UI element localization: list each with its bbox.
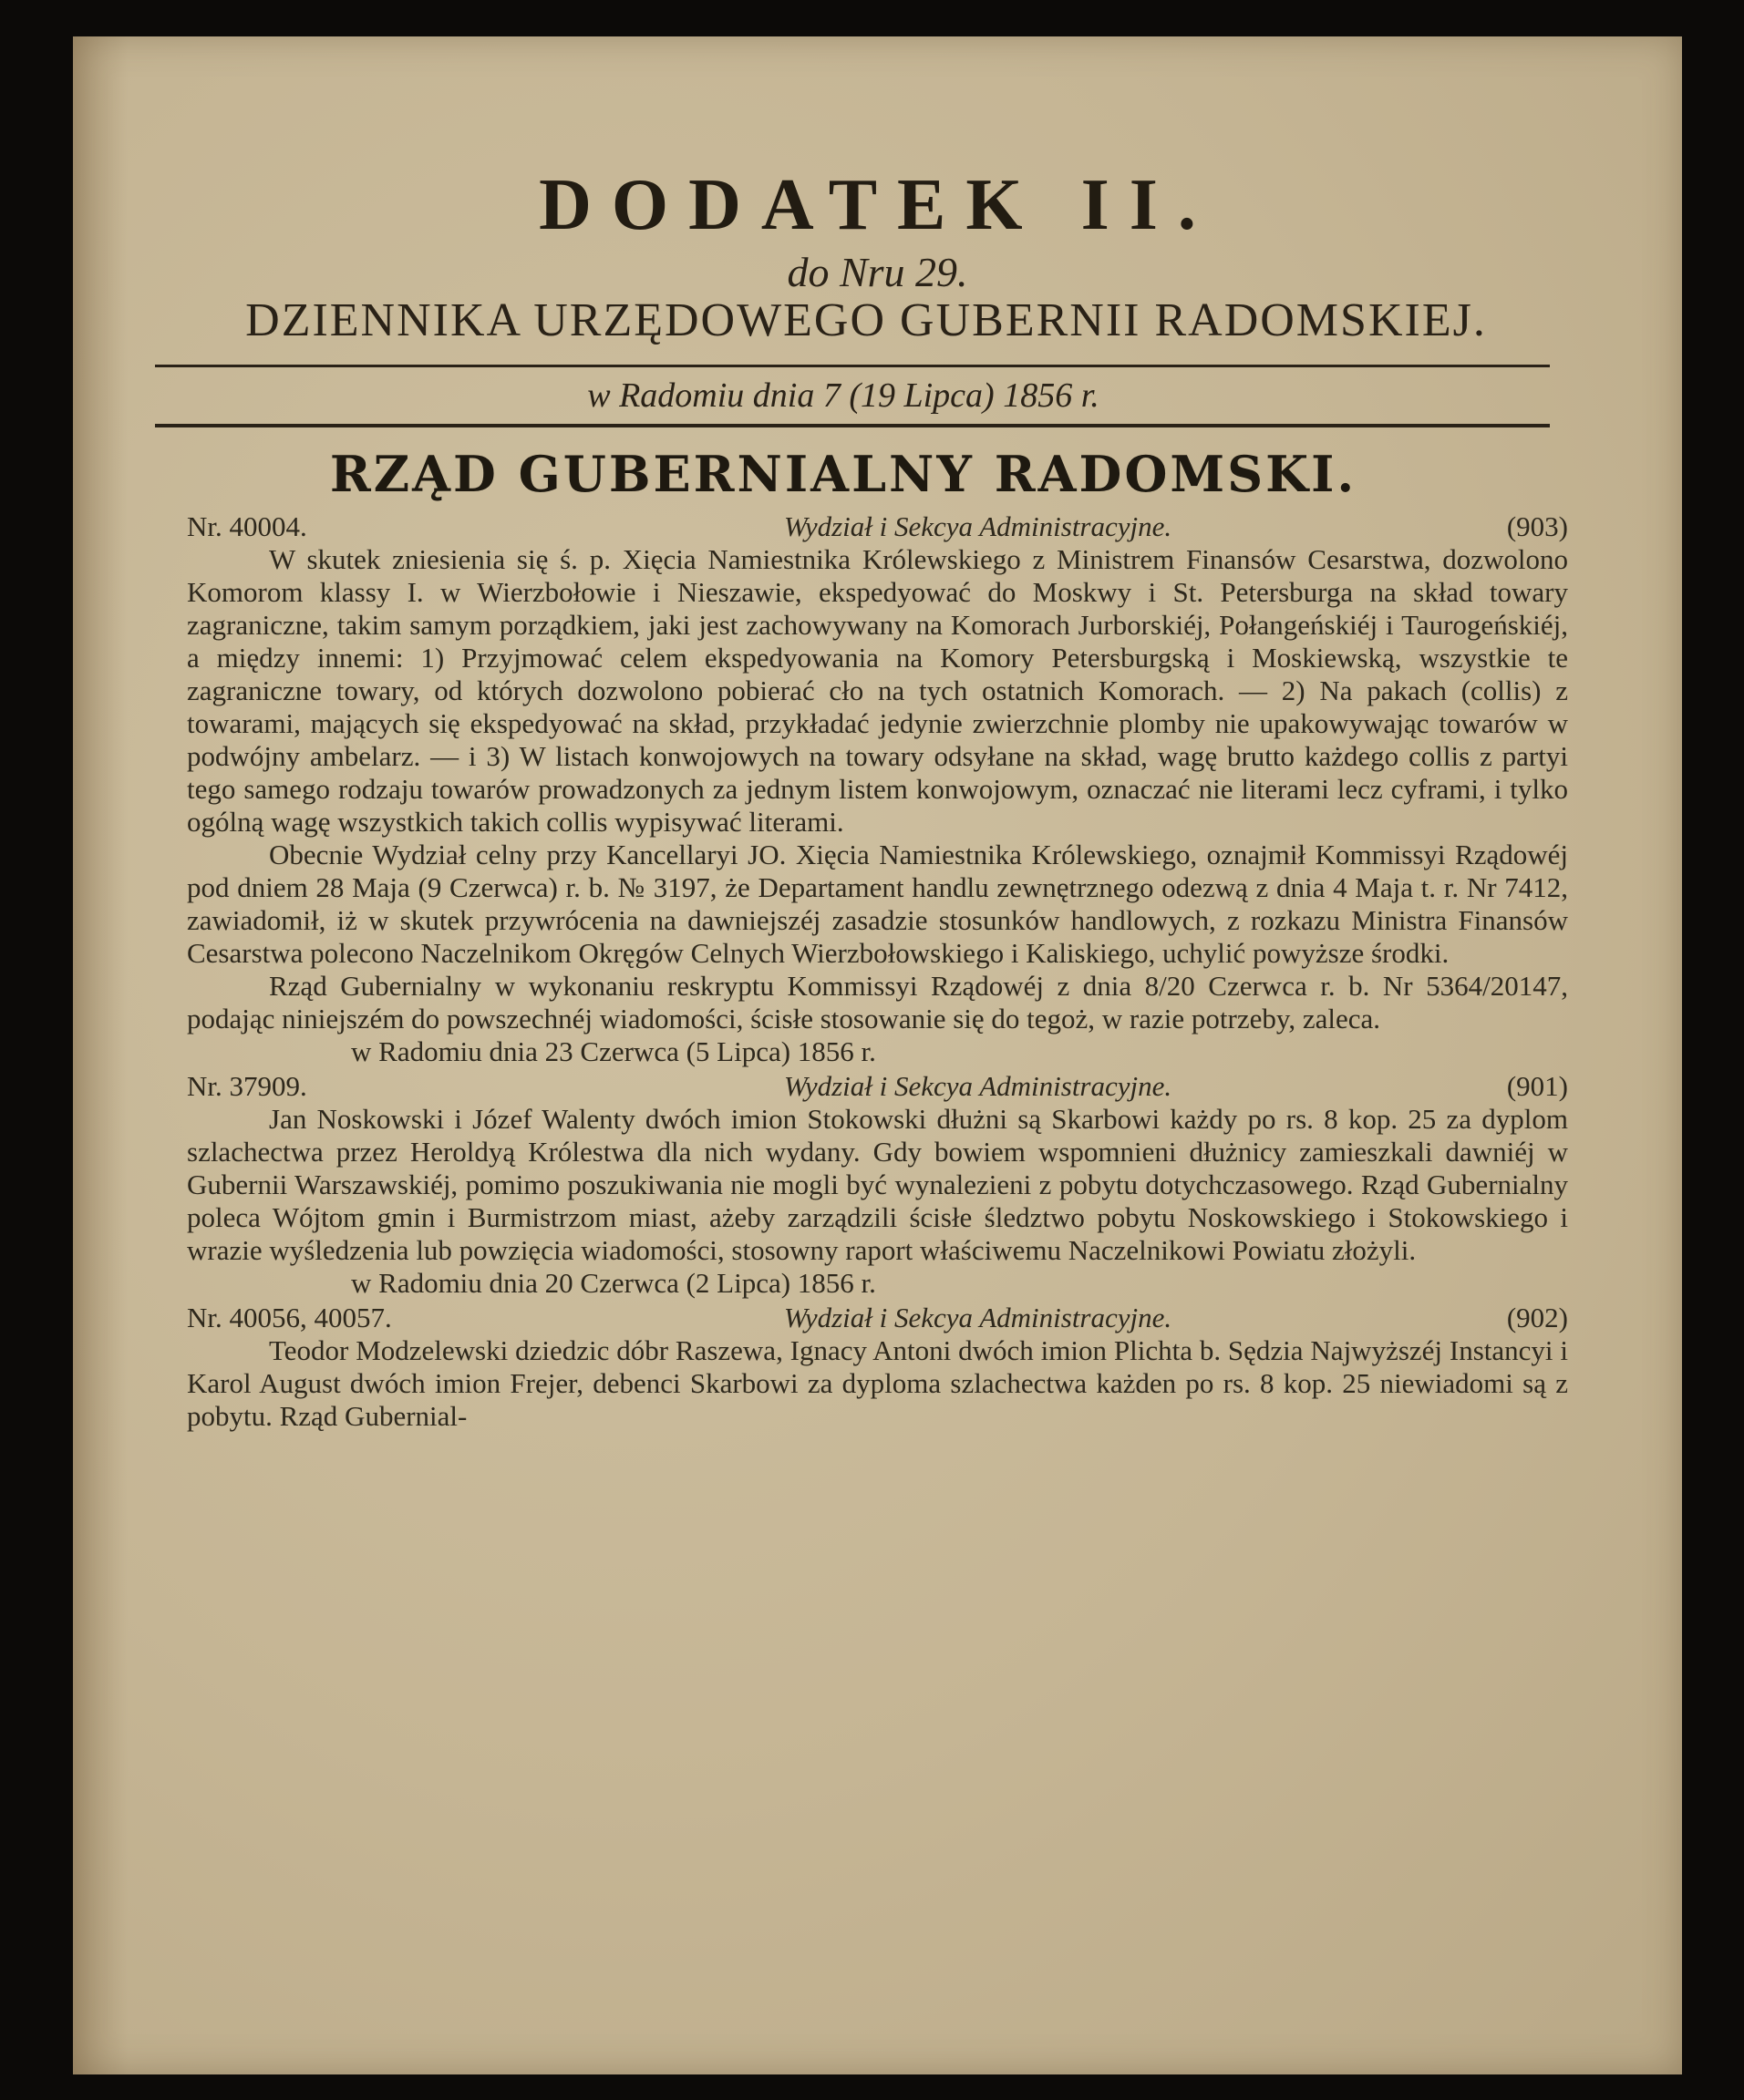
notice-department: Wydział i Sekcya Administracyjne. — [783, 1302, 1172, 1333]
document-page — [73, 36, 1682, 2074]
issuing-authority: RZĄD GUBERNIALNY RADOMSKI. — [329, 445, 1357, 503]
journal-name: DZIENNIKA URZĘDOWEGO GUBERNII RADOMSKIEJ. — [245, 294, 1487, 346]
notice-paragraph: Jan Noskowski i Józef Walenty dwóch imion Stokowski dłużni są Skarbowi każdy po rs. 8 kop. 25 za dyplom szlachectwa przez Heroldyą Królestwa dla nich wydany. Gdy bowiem wspomnieni dłużnicy zamieszkali dawniéj w Gubernii Warszawskiéj, pomimo poszukiwania nie mogli być wynalezieni z pobytu dotychczasowego. Rząd Gubernialny poleca Wójtom gmin i Burmistrzom miast, ażeby zarządzili ścisłe śledztwo pobytu Noskowskiego i Stokowskiego i wrazie wyśledzenia lub powzięcia wiadomości, stosowny raport właściwemu Naczelnikowi Powiatu złożyli. — [187, 1103, 1568, 1266]
notice-number: Nr. 40056, 40057. — [187, 1302, 392, 1333]
paper-stain — [73, 36, 128, 2074]
document-body — [187, 510, 1568, 1435]
header-rule-bottom — [155, 424, 1550, 427]
notice-department: Wydział i Sekcya Administracyjne. — [783, 1070, 1172, 1102]
notice-code: (901) — [1506, 1070, 1568, 1102]
notice-number: Nr. 37909. — [187, 1070, 307, 1102]
notice-section — [187, 510, 1568, 1068]
dateline: w Radomiu dnia 7 (19 Lipca) 1856 r. — [587, 376, 1099, 415]
notice-header — [187, 510, 1568, 543]
notice-header — [187, 1070, 1568, 1103]
notice-section — [187, 1302, 1568, 1433]
notice-number: Nr. 40004. — [187, 510, 307, 542]
notice-code: (903) — [1506, 510, 1568, 542]
issue-number: do Nru 29. — [787, 249, 968, 295]
supplement-title: DODATEK II. — [539, 165, 1216, 245]
notice-paragraph: Obecnie Wydział celny przy Kancellaryi JO. Xięcia Namiestnika Królewskiego, oznajmił Kommissyi Rządowéj pod dniem 28 Maja (9 Czerwca) r. b. № 3197, że Departament handlu zewnętrznego odezwą z dnia 4 Maja t. r. Nr 7412, zawiadomił, iż w skutek przywrócenia na dawniejszéj zasadzie stosunków handlowych, z rozkazu Ministra Finansów Cesarstwa polecono Naczelnikom Okręgów Celnych Wierzbołowskiego i Kaliskiego, uchylić powyższe środki. — [187, 839, 1568, 969]
header-rule-top — [155, 365, 1550, 367]
notice-code: (902) — [1506, 1302, 1568, 1333]
notice-signoff: w Radomiu dnia 23 Czerwca (5 Lipca) 1856 r. — [351, 1035, 876, 1067]
notice-department: Wydział i Sekcya Administracyjne. — [783, 510, 1172, 542]
notice-section — [187, 1070, 1568, 1300]
notice-paragraph: Teodor Modzelewski dziedzic dóbr Raszewa, Ignacy Antoni dwóch imion Plichta b. Sędzia Najwyższéj Instancyi i Karol August dwóch imion Frejer, debenci Skarbowi za dyploma szlachectwa każden po rs. 8 kop. 25 niewiadomi są z pobytu. Rząd Gubernial- — [187, 1334, 1568, 1432]
notice-signoff: w Radomiu dnia 20 Czerwca (2 Lipca) 1856 r. — [351, 1267, 876, 1299]
notice-paragraph: Rząd Gubernialny w wykonaniu reskryptu Kommissyi Rządowéj z dnia 8/20 Czerwca r. b. Nr 5364/20147, podając niniejszém do powszechnéj wiadomości, ścisłe stosowanie się do tegoż, w razie potrzeby, zaleca. — [187, 970, 1568, 1035]
notice-paragraph: W skutek zniesienia się ś. p. Xięcia Namiestnika Królewskiego z Ministrem Finansów Cesarstwa, dozwolono Komorom klassy I. w Wierzbołowie i Nieszawie, ekspedyować do Moskwy i St. Petersburga na skład towary zagraniczne, takim samym porządkiem, jaki jest zachowywany na Komorach Jurborskiéj, Połangeńskiéj i Taurogeńskiéj, a między innemi: 1) Przyjmować celem ekspedyowania na Komory Petersburgską i Moskiewską, wszystkie te zagraniczne towary, od których dozwolono pobierać cło na tych ostatnich Komorach. — 2) Na pakach (collis) z towarami, mających się ekspedyować na skład, przykładać jedynie zwierzchnie plomby nie upakowywając towarów w podwójny ambelarz. — i 3) W listach konwojowych na towary odsyłane na skład, wagę brutto każdego collis z partyi tego samego rodzaju towarów prowadzonych za jednym listem konwojowym, oznaczać nie literami lecz cyframi, i tylko ogólną wagę wszystkich takich collis wypisywać literami. — [187, 543, 1568, 838]
notice-header — [187, 1302, 1568, 1334]
